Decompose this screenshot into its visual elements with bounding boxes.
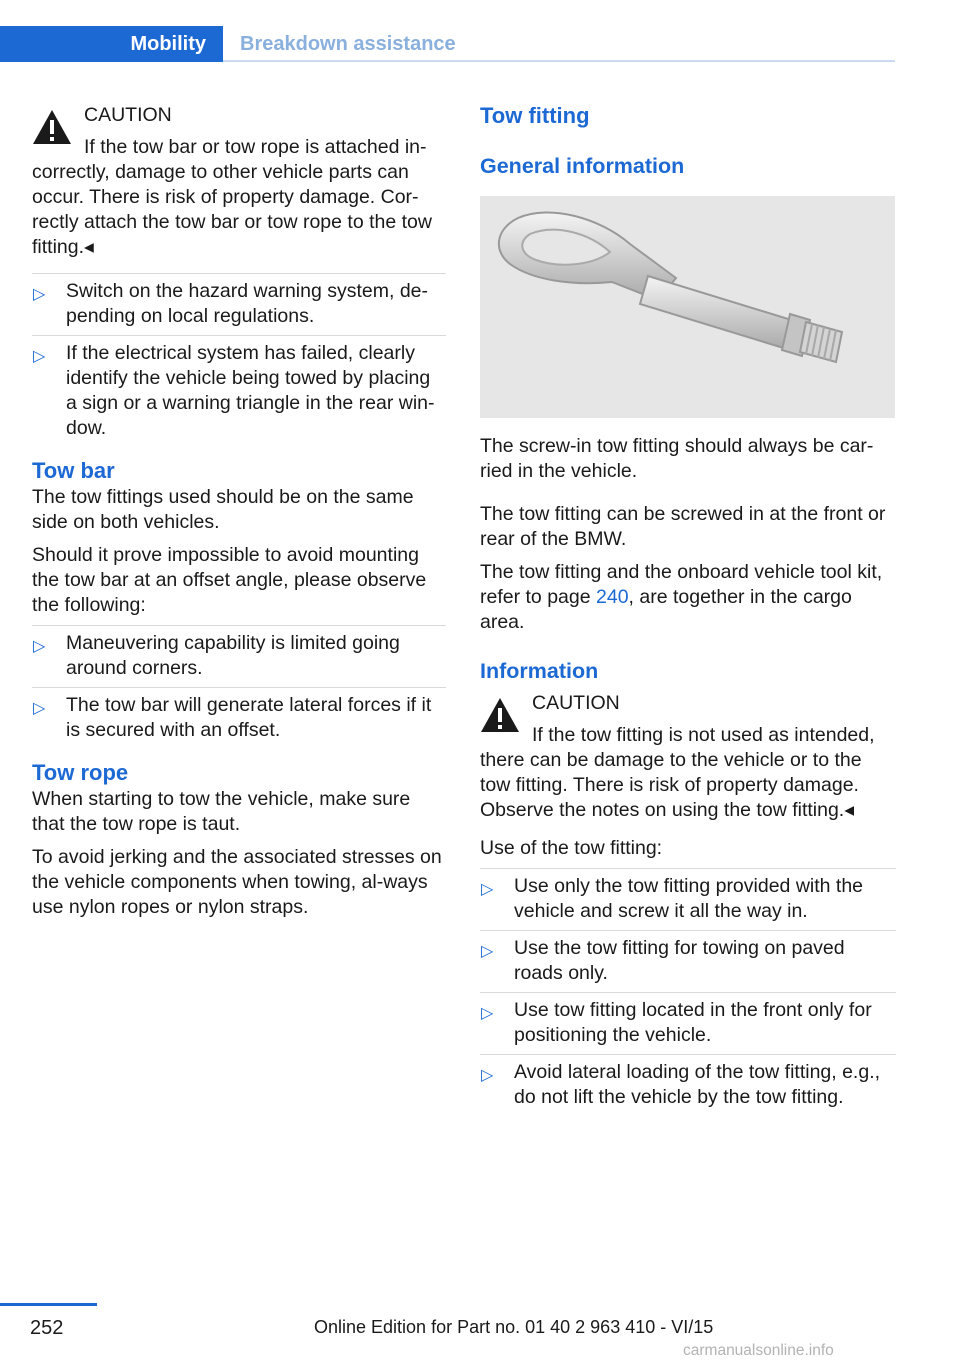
bullet-triangle-icon: ▷ bbox=[481, 1067, 494, 1084]
watermark[interactable]: carmanualsonline.info bbox=[683, 1342, 834, 1359]
page-link[interactable]: 240 bbox=[596, 586, 629, 608]
list-item: ▷ If the electrical system has failed, clearly identify the vehicle being towed by placing a sign or a warning triangle in the rear win-dow. bbox=[32, 335, 446, 447]
caution-text: there can be damage to the vehicle or to the tow fitting. There is risk of property damage. Observe the notes on using the tow fitting.◂ bbox=[480, 749, 862, 821]
bullet-triangle-icon: ▷ bbox=[33, 286, 46, 303]
list-item: ▷ Use only the tow fitting provided with the vehicle and screw it all the way in. bbox=[480, 868, 896, 930]
general-information-heading: General information bbox=[480, 154, 685, 178]
caution-block bbox=[32, 103, 446, 260]
caution-text-first-line: If the tow fitting is not used as intended, bbox=[532, 724, 875, 746]
tow-rope-paragraph: When starting to tow the vehicle, make sure that the tow rope is taut. bbox=[32, 788, 411, 835]
tow-rope-heading: Tow rope bbox=[32, 760, 129, 785]
fitting-paragraph: The tow fitting and the onboard vehicle tool kit, refer to page 240, are together in the cargo area. bbox=[480, 561, 883, 633]
bullet-triangle-icon: ▷ bbox=[33, 638, 46, 655]
list-item: ▷ Use the tow fitting for towing on paved roads only. bbox=[480, 930, 896, 992]
page-header bbox=[0, 26, 895, 62]
warning-triangle-icon bbox=[32, 109, 72, 145]
warning-triangle-icon bbox=[480, 697, 520, 733]
list-item: ▷ The tow bar will generate lateral forces if it is secured with an offset. bbox=[32, 687, 446, 749]
list-item: ▷ Maneuvering capability is limited going around corners. bbox=[32, 625, 446, 687]
tow-fitting-heading: Tow fitting bbox=[480, 103, 590, 128]
section-tab[interactable]: Mobility bbox=[0, 26, 223, 62]
caution-text-first-line: If the tow bar or tow rope is attached in- bbox=[84, 136, 427, 158]
use-intro: Use of the tow fitting: bbox=[480, 837, 663, 859]
fitting-paragraph: The screw-in tow fitting should always be car-ried in the vehicle. bbox=[480, 435, 874, 482]
hazard-list bbox=[32, 273, 446, 447]
left-column bbox=[32, 102, 446, 920]
bullet-triangle-icon: ▷ bbox=[481, 881, 494, 898]
caution-block bbox=[480, 691, 896, 823]
chapter-tab[interactable]: Breakdown assistance bbox=[223, 26, 895, 62]
list-item: ▷ Avoid lateral loading of the tow fitting, e.g., do not lift the vehicle by the tow fitting. bbox=[480, 1054, 896, 1116]
caution-text: correctly, damage to other vehicle parts can occur. There is risk of property damage. Cor-rectly attach the tow bar or tow rope to the tow fitting.◂ bbox=[32, 161, 432, 258]
usage-list bbox=[480, 868, 896, 1116]
footer-rule bbox=[0, 1303, 97, 1306]
tow-hook-icon bbox=[480, 196, 895, 418]
list-item: ▷ Switch on the hazard warning system, de-pending on local regulations. bbox=[32, 273, 446, 335]
fitting-paragraph: The tow fitting can be screwed in at the front or rear of the BMW. bbox=[480, 503, 886, 550]
edition-note: Online Edition for Part no. 01 40 2 963 410 - VI/15 bbox=[314, 1317, 714, 1337]
tow-fitting-illustration bbox=[480, 196, 895, 418]
bullet-triangle-icon: ▷ bbox=[481, 943, 494, 960]
caution-title: CAUTION bbox=[84, 104, 172, 126]
tow-bar-paragraph: The tow fittings used should be on the same side on both vehicles. bbox=[32, 486, 414, 533]
list-item: ▷ Use tow fitting located in the front only for positioning the vehicle. bbox=[480, 992, 896, 1054]
right-column bbox=[480, 102, 896, 1116]
tow-bar-heading: Tow bar bbox=[32, 458, 115, 483]
information-heading: Information bbox=[480, 659, 599, 683]
bullet-triangle-icon: ▷ bbox=[33, 348, 46, 365]
bullet-triangle-icon: ▷ bbox=[481, 1005, 494, 1022]
bullet-triangle-icon: ▷ bbox=[33, 700, 46, 717]
tow-bar-paragraph: Should it prove impossible to avoid mounting the tow bar at an offset angle, please observe the following: bbox=[32, 544, 427, 616]
page-number: 252 bbox=[30, 1317, 64, 1339]
tow-rope-paragraph: To avoid jerking and the associated stresses on the vehicle components when towing, al-ways use nylon ropes or nylon straps. bbox=[32, 846, 442, 918]
caution-title: CAUTION bbox=[532, 692, 620, 714]
tow-bar-list bbox=[32, 625, 446, 749]
